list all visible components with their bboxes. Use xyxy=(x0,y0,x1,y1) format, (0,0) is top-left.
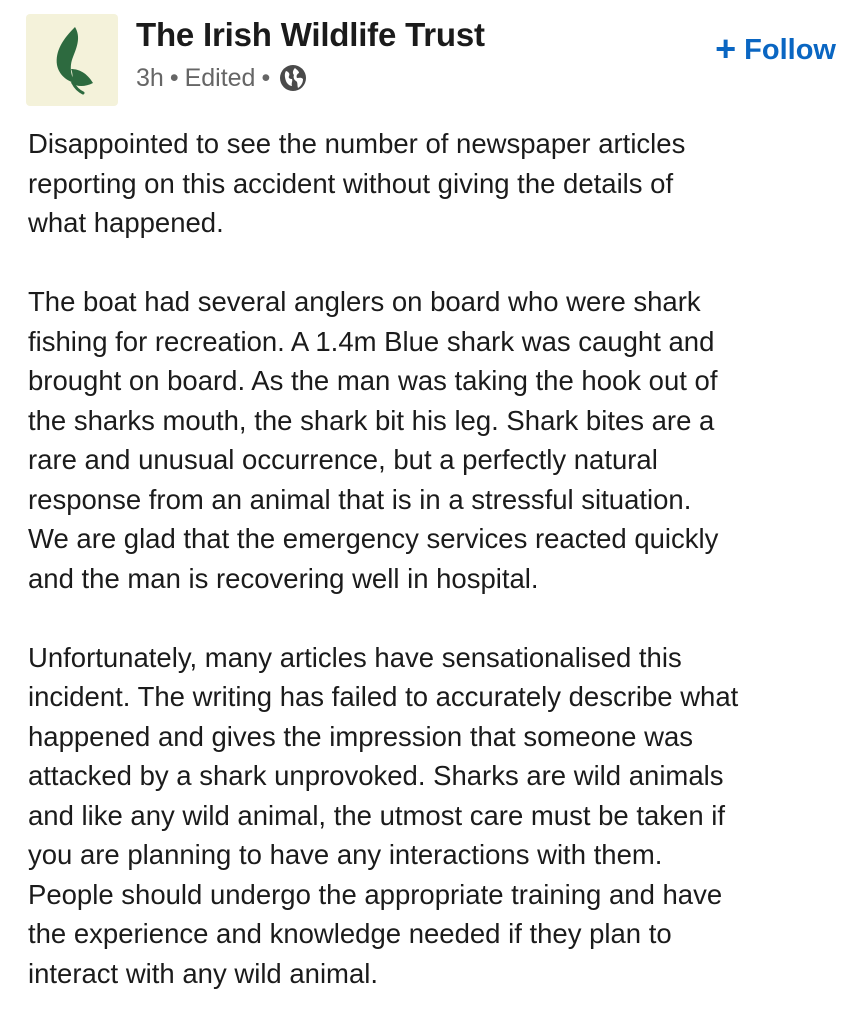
follow-label: Follow xyxy=(744,33,836,66)
post-header xyxy=(26,14,836,106)
meta-separator: • xyxy=(261,63,271,92)
globe-icon xyxy=(278,63,308,93)
leaf-logo-icon xyxy=(45,25,99,95)
author-name[interactable]: The Irish Wildlife Trust xyxy=(136,16,485,53)
follow-button[interactable] xyxy=(715,28,836,69)
post-body xyxy=(28,124,843,993)
author-avatar[interactable] xyxy=(26,14,118,106)
post-paragraph: The boat had several anglers on board who were shark fishing for recreation. A 1.4m Blue shark was caught and brought on board. As the man was taking the hook out of the sharks mouth, the shark bit his leg. Shark bites are a rare and unusual occurrence, but a perfectly natural response from an animal that is in a stressful situation. We are glad that the emergency services reacted quickly and the man is recovering well in hospital. xyxy=(28,286,719,594)
post-paragraph: Disappointed to see the number of newspaper articles reporting on this accident without giving the details of what happened. xyxy=(28,128,686,238)
plus-icon: + xyxy=(715,28,737,69)
meta-separator: • xyxy=(169,63,179,92)
post-meta xyxy=(136,62,308,94)
post-paragraph: Unfortunately, many articles have sensationalised this incident. The writing has failed to accurately describe what happened and gives the impression that someone was attacked by a shark unprovoked. Sharks are wild animals and like any wild animal, the utmost care must be taken if you are planning to have any interactions with them. People should undergo the appropriate training and have the experience and knowledge needed if they plan to interact with any wild animal. xyxy=(28,641,739,989)
edited-label: Edited xyxy=(184,63,256,92)
post-time: 3h xyxy=(136,63,164,92)
